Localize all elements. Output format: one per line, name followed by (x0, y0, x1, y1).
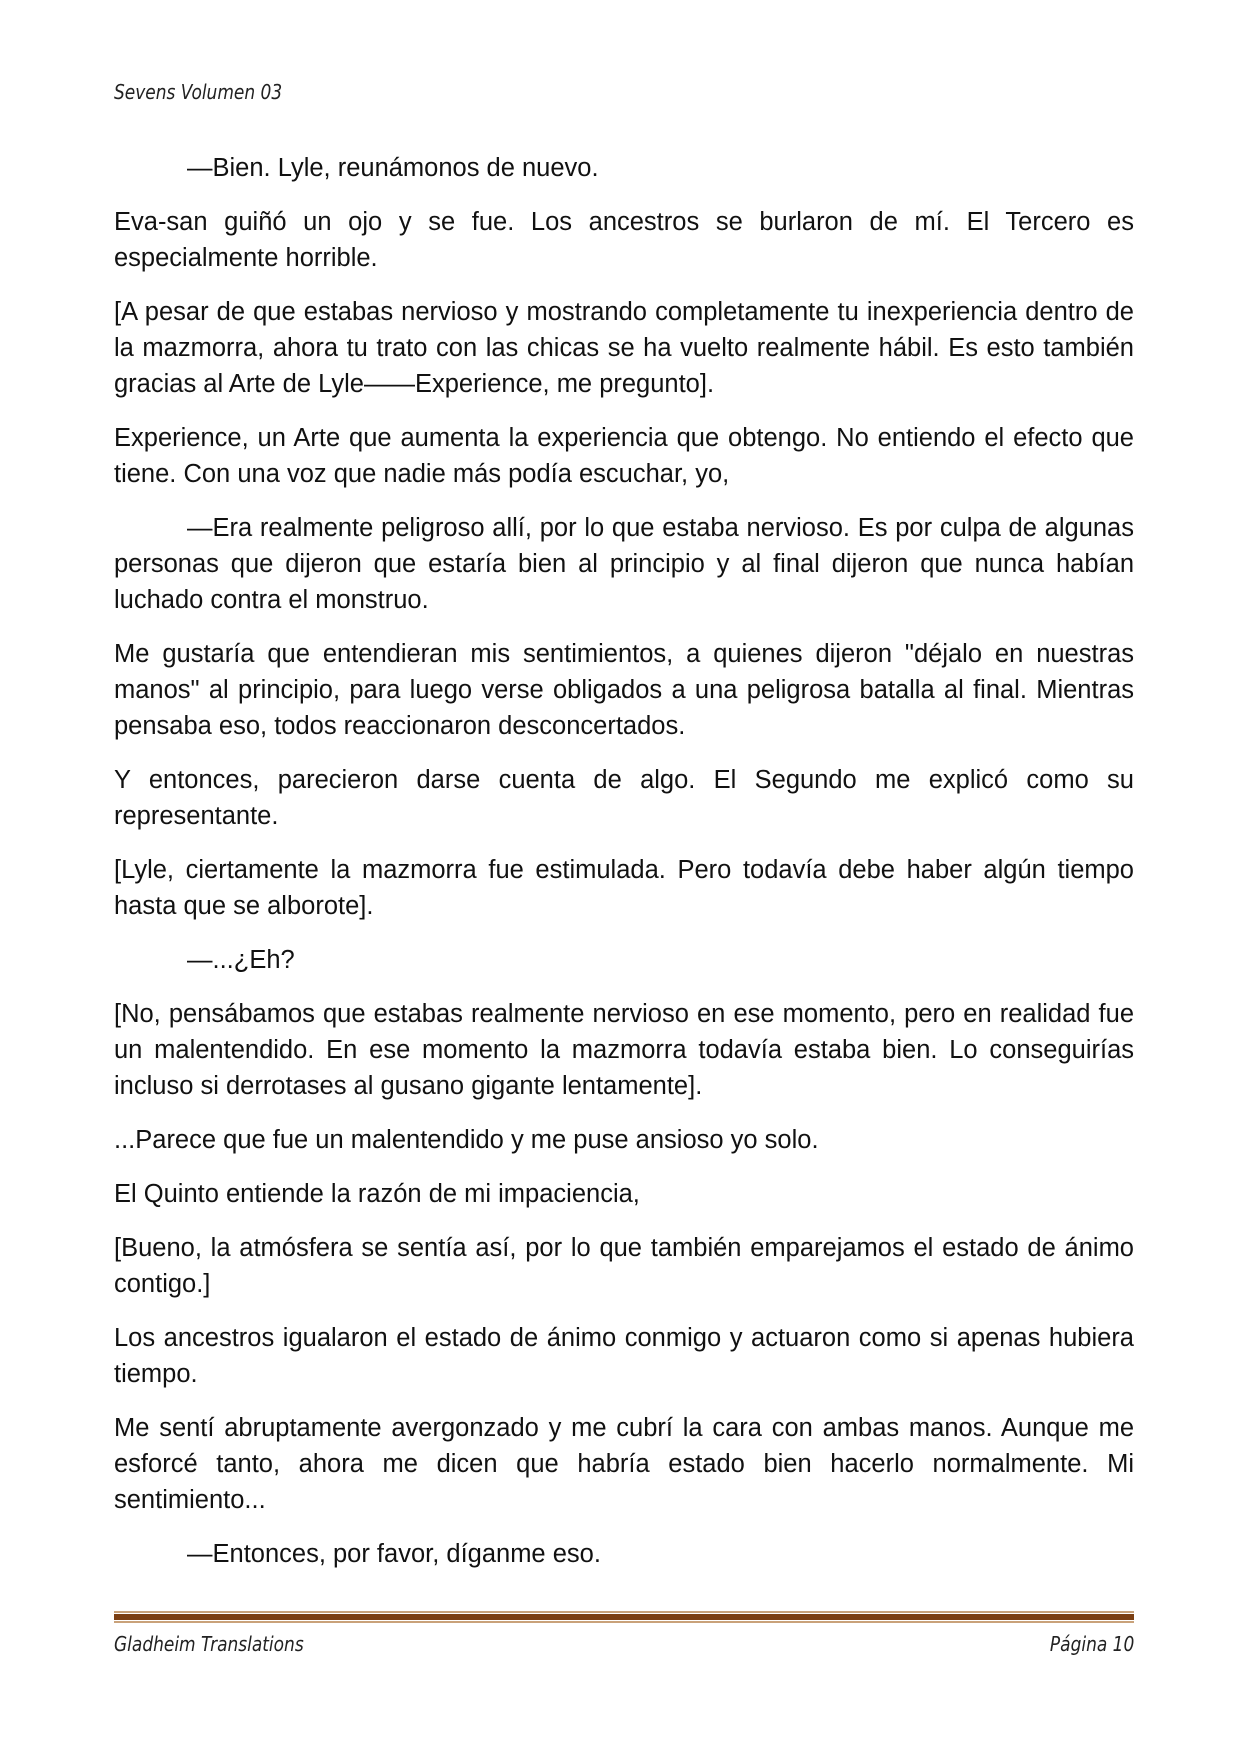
paragraph: Experience, un Arte que aumenta la experiencia que obtengo. No entiendo el efecto que tiene. Con una voz que nadie más podía escuchar, yo, (114, 424, 1134, 488)
paragraph: Me gustaría que entendieran mis sentimientos, a quienes dijeron "déjalo en nuestras manos" al principio, para luego verse obligados a una peligrosa batalla al final. Mientras pensaba eso, todos reaccionaron desconcertados. (114, 640, 1134, 740)
paragraph: ...Parece que fue un malentendido y me puse ansioso yo solo. (114, 1126, 819, 1154)
paragraph: [No, pensábamos que estabas realmente nervioso en ese momento, pero en realidad fue un malentendido. En ese momento la mazmorra todavía estaba bien. Lo conseguirías incluso si derrotases al gusano gigante lentamente]. (114, 1000, 1134, 1100)
paragraph: El Quinto entiende la razón de mi impaciencia, (114, 1180, 640, 1208)
page-number: Página 10 (1049, 1632, 1134, 1656)
dialogue-paragraph: —Entonces, por favor, díganme eso. (187, 1540, 601, 1568)
footer-rule (114, 1611, 1134, 1623)
paragraph: Eva-san guiñó un ojo y se fue. Los ancestros se burlaron de mí. El Tercero es especialmente horrible. (114, 208, 1134, 272)
footer-publisher: Gladheim Translations (114, 1632, 304, 1656)
paragraph: [Lyle, ciertamente la mazmorra fue estimulada. Pero todavía debe haber algún tiempo hasta que se alborote]. (114, 856, 1134, 920)
paragraph: Los ancestros igualaron el estado de ánimo conmigo y actuaron como si apenas hubiera tiempo. (114, 1324, 1134, 1388)
dialogue-paragraph: —Bien. Lyle, reunámonos de nuevo. (187, 154, 599, 182)
paragraph: Me sentí abruptamente avergonzado y me cubrí la cara con ambas manos. Aunque me esforcé tanto, ahora me dicen que habría estado bien hacerlo normalmente. Mi sentimiento... (114, 1414, 1134, 1514)
running-header: Sevens Volumen 03 (114, 80, 283, 104)
paragraph: [A pesar de que estabas nervioso y mostrando completamente tu inexperiencia dentro de la mazmorra, ahora tu trato con las chicas se ha vuelto realmente hábil. Es esto también gracias al Arte de Lyle——Experience, me pregunto]. (114, 298, 1134, 398)
dialogue-paragraph: —...¿Eh? (187, 946, 295, 974)
paragraph: Y entonces, parecieron darse cuenta de algo. El Segundo me explicó como su representante. (114, 766, 1134, 830)
page-body (114, 150, 1134, 1590)
dialogue-paragraph: —Era realmente peligroso allí, por lo que estaba nervioso. Es por culpa de algunas personas que dijeron que estaría bien al principio y al final dijeron que nunca habían luchado contra el monstruo. (114, 514, 1134, 614)
paragraph: [Bueno, la atmósfera se sentía así, por lo que también emparejamos el estado de ánimo contigo.] (114, 1234, 1134, 1298)
